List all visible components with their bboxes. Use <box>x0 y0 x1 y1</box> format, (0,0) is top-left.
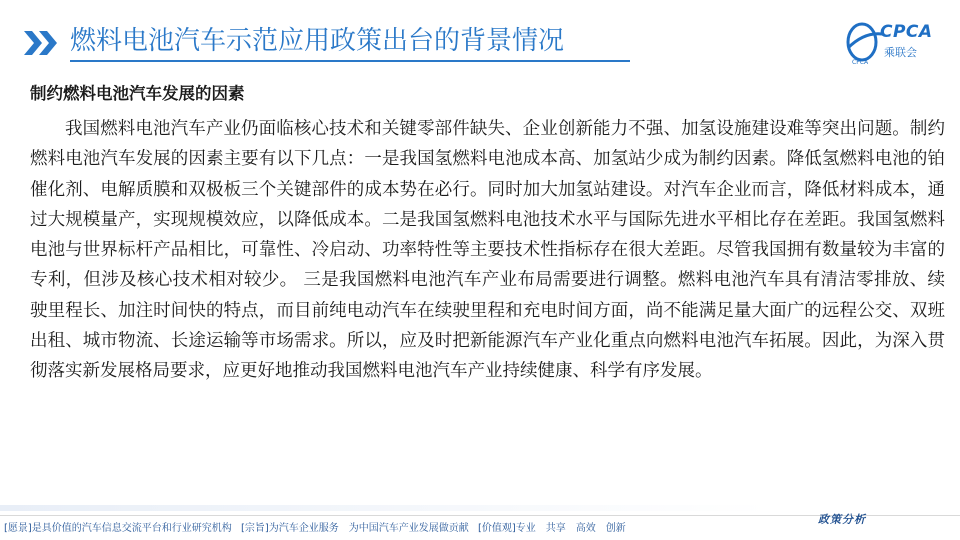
footer-divider <box>0 515 960 516</box>
body-paragraph: 我国燃料电池汽车产业仍面临核心技术和关键零部件缺失、企业创新能力不强、加氢设施建设难等突出问题。制约燃料电池汽车发展的因素主要有以下几点：一是我国氢燃料电池成本高、加氢站少成为制约因素。降低氢燃料电池的铂催化剂、电解质膜和双极板三个关键部件的成本势在必行。同时加大加氢站建设。对汽车企业而言，降低材料成本，通过大规模量产，实现规模效应，以降低成本。二是我国氢燃料电池技术水平与国际先进水平相比存在差距。我国氢燃料电池与世界标杆产品相比，可靠性、冷启动、功率特性等主要技术性指标存在很大差距。尽管我国拥有数量较为丰富的专利，但涉及核心技术相对较少。 三是我国燃料电池汽车产业布局需要进行调整。燃料电池汽车具有清洁零排放、续驶里程长、加注时间快的特点，而目前纯电动汽车在续驶里程和充电时间方面，尚不能满足量大面广的远程公交、双班出租、城市物流、长途运输等市场需求。所以，应及时把新能源汽车产业化重点向燃料电池汽车拓展。因此，为深入贯彻落实新发展格局要求，应更好地推动我国燃料电池汽车产业持续健康、科学有序发展。 <box>30 119 945 382</box>
title-underline <box>70 60 630 62</box>
footer-mission <box>4 521 632 537</box>
svg-text:CPCA: CPCA <box>852 59 869 66</box>
footer-vision: [愿景]是具价值的汽车信息交流平台和行业研究机构 <box>4 523 232 534</box>
double-chevron-icon <box>22 28 62 58</box>
footer-band <box>0 505 770 511</box>
footer-purpose: [宗旨]为汽车企业服务 为中国汽车产业发展做贡献 <box>241 523 469 534</box>
footer-section-label: 政策分析 <box>818 513 866 526</box>
footer-values: [价值观]专业 共享 高效 创新 <box>478 523 626 534</box>
logo-text: CPCA <box>880 22 933 42</box>
section-heading: 制约燃料电池汽车发展的因素 <box>30 84 245 103</box>
logo-subtitle: 乘联会 <box>884 46 917 59</box>
page-title: 燃料电池汽车示范应用政策出台的背景情况 <box>70 26 565 56</box>
